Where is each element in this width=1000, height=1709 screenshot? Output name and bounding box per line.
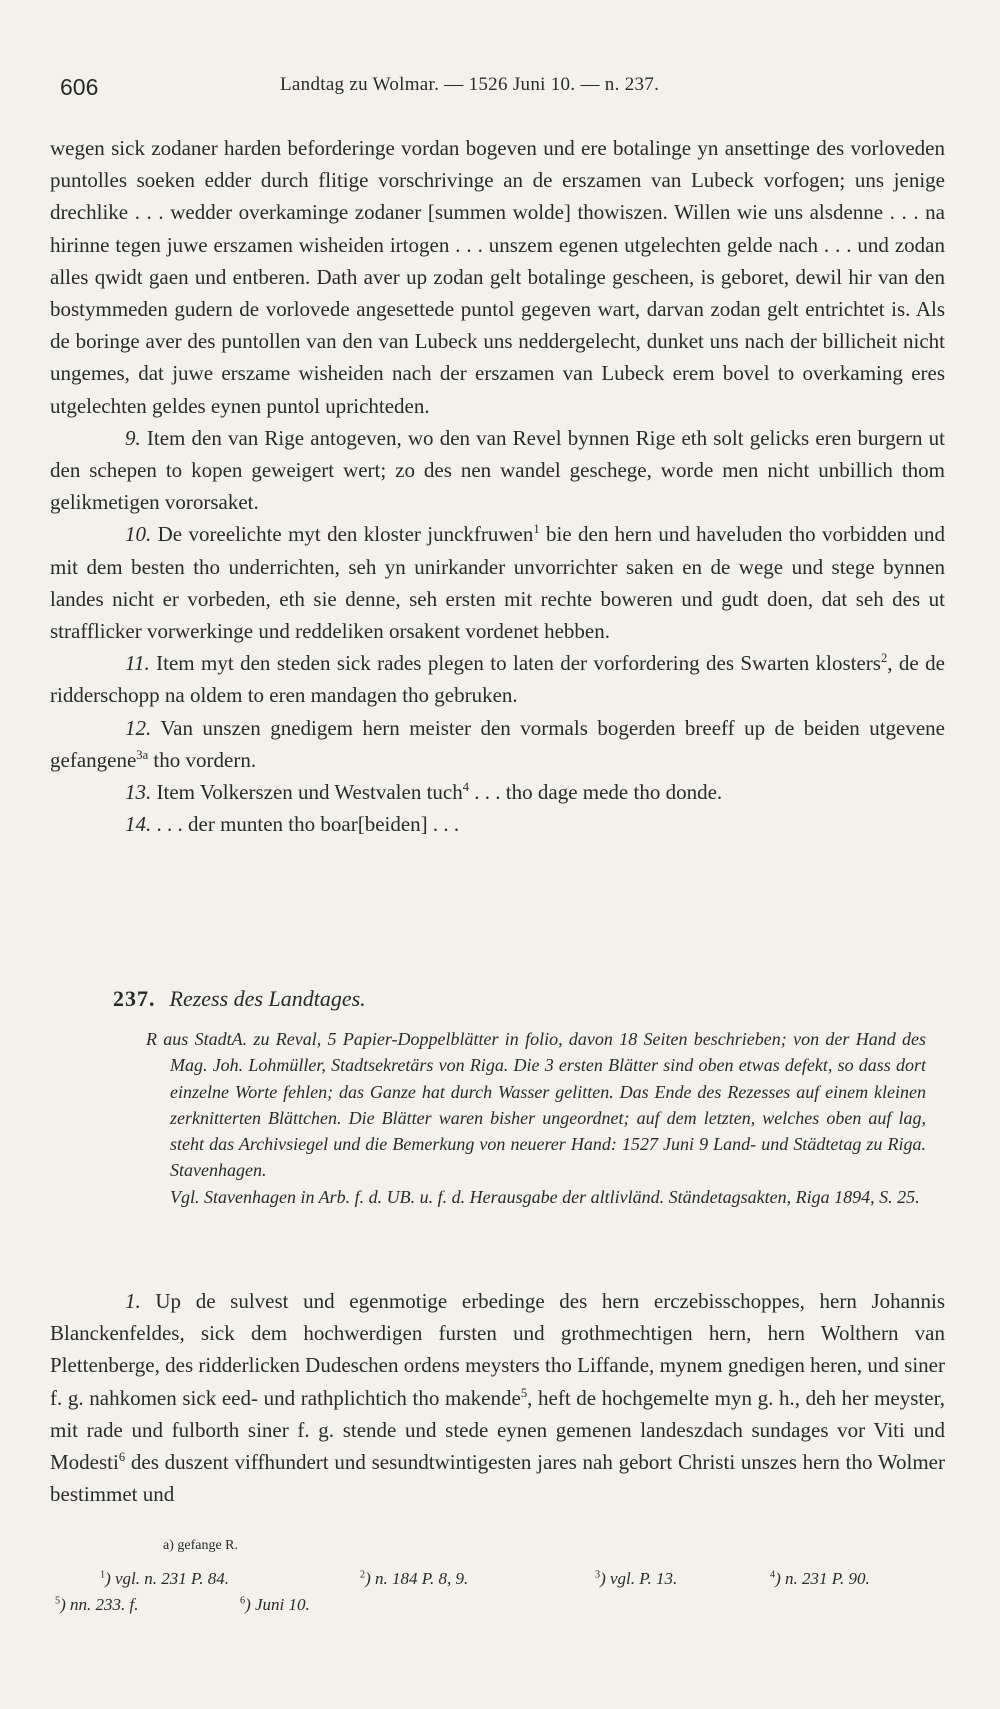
item-text: Item den van Rige antogeven, wo den van Revel bynnen Rige eth solt gelicks eren burgern ut den schepen to kopen geweigert wert; zo des nen wandel geschege, worde men nicht unbillich thom gelikmetigen vororsaket. xyxy=(50,425,946,515)
footnote-row xyxy=(50,1592,945,1618)
item-text: Item myt den steden sick rades plegen to laten der vorfordering des Swarten klosters xyxy=(156,651,881,676)
footnote-ref: 6 xyxy=(118,1450,126,1465)
footnote-ref: 4 xyxy=(462,780,470,795)
footnote-ref: 1 xyxy=(533,522,540,537)
item-text: De voreelichte myt den kloster junckfruwen xyxy=(157,522,534,547)
item-number: 13. xyxy=(125,780,152,805)
body-text xyxy=(50,132,945,840)
critical-apparatus: a) gefange R. xyxy=(163,1538,239,1553)
footnote-text: vgl. n. 231 P. 84. xyxy=(115,1569,229,1588)
footnote-ref: 3a xyxy=(136,747,149,762)
paragraph-text xyxy=(50,1285,945,1510)
paragraph-1 xyxy=(50,1285,945,1510)
footnote-text: nn. 233. f. xyxy=(70,1595,139,1614)
footnote-text: Juni 10. xyxy=(255,1595,310,1614)
source-note: R aus StadtA. zu Reval, 5 Papier-Doppelblätter in folio, davon 18 Seiten beschrieben; von der Hand des Mag. Joh. Lohmüller, Stadtsekretärs von Riga. Die 3 ersten Blätter sind oben etwas defekt, so dass dort einzelne Worte fehlen; das Ganze hat durch Wasser gelitten. Das Ende des Rezesses auf einem kleinen zerknitterten Blättchen. Die Blätter waren bisher ungeordnet; auf dem letzten, welches oben auf lag, steht das Archivsiegel und die Bemerkung von neuerer Hand: 1527 Juni 9 Land- und Städtetag zu Riga. Stavenhagen. xyxy=(146,1029,926,1181)
footnote-mark: 6 xyxy=(240,1595,246,1607)
footnote: $^1$) vgl. n. 231 P. 84. xyxy=(100,1569,229,1588)
paragraph-number: 1. xyxy=(125,1289,141,1313)
running-title: Landtag zu Wolmar. — 1526 Juni 10. — n. 237. xyxy=(280,74,660,95)
footnote: $^2$) n. 184 P. 8, 9. xyxy=(360,1569,469,1588)
paragraph-text-b: , heft de hochgemelte myn g. h., deh her meyster, mit rade und fulborth siner f. g. stende und stede eynen gemenen landeszdach sundages vor Viti und Modesti xyxy=(50,1385,945,1475)
footnote-text: n. 184 P. 8, 9. xyxy=(375,1569,469,1588)
item-number: 11. xyxy=(125,651,150,676)
paragraph-text-c: des duszent viffhundert und sesundtwintigesten jares nah gebort Christi unszes hern tho Wolmer bestimmet und xyxy=(50,1450,945,1507)
source-reference: Vgl. Stavenhagen in Arb. f. d. UB. u. f. d. Herausgabe der altlivländ. Ständetagsakten, Riga 1894, S. 25. xyxy=(170,1186,920,1207)
item-text-cont: tho vordern. xyxy=(148,747,257,772)
footnote: $^4$) n. 231 P. 90. xyxy=(770,1569,870,1588)
continuation-paragraph: wegen sick zodaner harden beforderinge vordan bogeven und ere botalinge yn ansettinge des vorloveden puntolles soeken edder durch flitige vorschrivinge an de erszamen van Lubeck vorfogen; uns jenige drechlike . . . wedder overkaminge zodaner [summen wolde] thowiszen. Willen wie uns alsdenne . . . na hirinne tegen juwe erszamen wisheiden irtogen . . . unszem egenen utgelechten gelde nach . . . und zodan alles qwidt gaen und entberen. Dath aver up zodan gelt botalinge gescheen, is geboret, dewil hir van den bostymmeden gudern de vorlovede angesettede puntol gegeven wart, darvan zodan gelt entrichtet is. Als de boringe aver des puntollen van den van Lubeck uns neddergelecht, dunket uns nach der billicheit nicht ungemes, dat juwe erszame wisheiden nach der erszamen van Lubeck erem bovel to overkaming eres utgelechten geldes eynen puntol uprichteden. xyxy=(50,136,945,418)
item-13 xyxy=(50,776,945,808)
item-number: 14. xyxy=(125,812,152,837)
footnote-text: n. 231 P. 90. xyxy=(785,1569,870,1588)
footnote-ref: 5 xyxy=(520,1385,528,1400)
section-number: 237. xyxy=(113,986,156,1011)
footnote-row xyxy=(50,1566,945,1592)
item-text-cont: bie den hern und haveluden tho vorbidden und mit dem besten tho underrichten, seh yn unirkander unvorrichter saken en de wege und stege bynnen landes nicht er vorbeden, eth sie denne, seh ersten mit rechte boweren und gudt doen, dat seh des ut strafflicker vorwerkinge und reddeliken orsakent vordenet hebben. xyxy=(50,522,946,644)
footnote-mark: 5 xyxy=(55,1595,61,1607)
paragraph-text-a: Up de sulvest und egenmotige erbedinge des hern erczebisschoppes, hern Johannis Blanckenfeldes, sick dem hochwerdigen fursten und grothmechtigen hern, hern Wolthern van Plettenberge, des ridderlicken Dudeschen ordens meysters tho Liffande, mynem gnedigen heren, und siner f. g. nahkomen sick eed- und rathplichtich tho makende xyxy=(50,1289,945,1410)
footnote: $^6$) Juni 10. xyxy=(240,1595,310,1614)
item-text: Item Volkerszen und Westvalen tuch xyxy=(156,780,463,805)
item-text-cont: . . . tho dage mede tho donde. xyxy=(469,780,723,805)
item-text: . . . der munten tho boar[beiden] . . . xyxy=(156,812,460,837)
item-10 xyxy=(50,518,945,647)
footnote-mark: 4 xyxy=(770,1569,776,1581)
item-number: 9. xyxy=(125,425,141,450)
footnote-ref: 2 xyxy=(880,651,888,666)
footnote-mark: 2 xyxy=(360,1569,366,1581)
footnote-mark: 1 xyxy=(100,1569,106,1581)
page-number: 606 xyxy=(60,74,99,100)
section-heading xyxy=(113,986,945,1012)
running-head xyxy=(60,70,940,110)
footnote-mark: 3 xyxy=(595,1569,601,1581)
footnote: $^3$) vgl. P. 13. xyxy=(595,1569,678,1588)
item-9 xyxy=(50,422,945,519)
item-11 xyxy=(50,647,945,711)
item-number: 12. xyxy=(125,715,152,740)
item-12 xyxy=(50,712,945,776)
item-text: Van unszen gnedigem hern meister den vormals bogerden breeff up de beiden utgevene gefangene xyxy=(50,715,946,772)
item-number: 10. xyxy=(125,522,152,547)
footnote-text: vgl. P. 13. xyxy=(610,1569,678,1588)
source-description xyxy=(146,1026,926,1210)
section-title: Rezess des Landtages. xyxy=(169,986,366,1011)
footnotes xyxy=(50,1566,945,1618)
item-14 xyxy=(50,808,945,840)
item-text-cont: , de de ridderschopp na oldem to eren mandagen tho gebruken. xyxy=(50,651,945,708)
footnote: $^5$) nn. 233. f. xyxy=(55,1595,139,1614)
rezess-section xyxy=(50,986,945,1210)
